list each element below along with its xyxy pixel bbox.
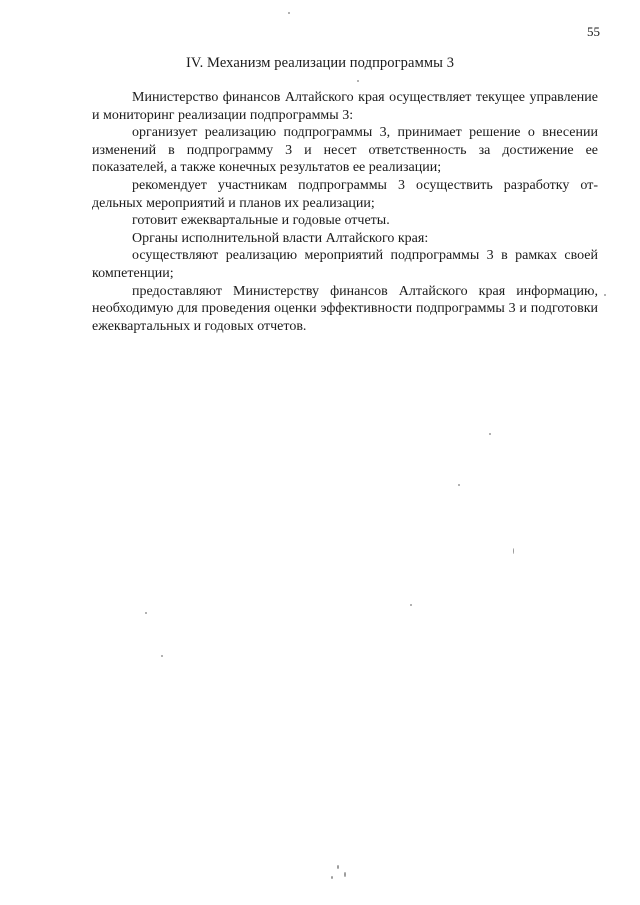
- scan-speck: [604, 294, 606, 296]
- scan-speck: [458, 484, 460, 486]
- paragraph: готовит ежеквартальные и годовые отчеты.: [132, 213, 390, 229]
- paragraph: осуществляют реализацию мероприятий подпрограммы 3 в рамках своей компетенции;: [92, 248, 598, 281]
- paragraph: организует реализацию подпрограммы 3, принимает решение о внесении изменений в подпрограмму 3 и несет ответственность за достижение ее показателей, а также конечных результатов ее реализации;: [92, 125, 598, 176]
- scan-speck: [513, 548, 514, 554]
- page-number: 55: [587, 24, 600, 39]
- document-body: [92, 89, 598, 335]
- section-title: IV. Механизм реализации подпрограммы 3: [185, 55, 455, 71]
- scan-speck: [145, 612, 147, 614]
- scan-speck: [410, 604, 412, 606]
- scan-speck: [344, 872, 346, 877]
- scan-speck: [357, 80, 359, 82]
- scan-speck: [337, 865, 339, 869]
- scan-speck: [331, 876, 333, 879]
- paragraph: Министерство финансов Алтайского края осуществляет текущее управление и мониторинг реализации подпрограммы 3:: [92, 90, 598, 123]
- paragraph: Органы исполнительной власти Алтайского края:: [132, 230, 429, 246]
- scan-speck: [489, 433, 491, 435]
- paragraph: рекомендует участникам подпрограммы 3 осуществить разработку отдельных мероприятий и планов их реализации;: [92, 177, 598, 211]
- paragraph: предоставляют Министерству финансов Алтайского края информацию, необходимую для проведения оценки эффективности подпрограммы 3 и подготовки ежеквартальных и годовых отчетов.: [92, 283, 598, 334]
- scan-speck: [161, 655, 163, 657]
- scan-speck: [288, 12, 290, 14]
